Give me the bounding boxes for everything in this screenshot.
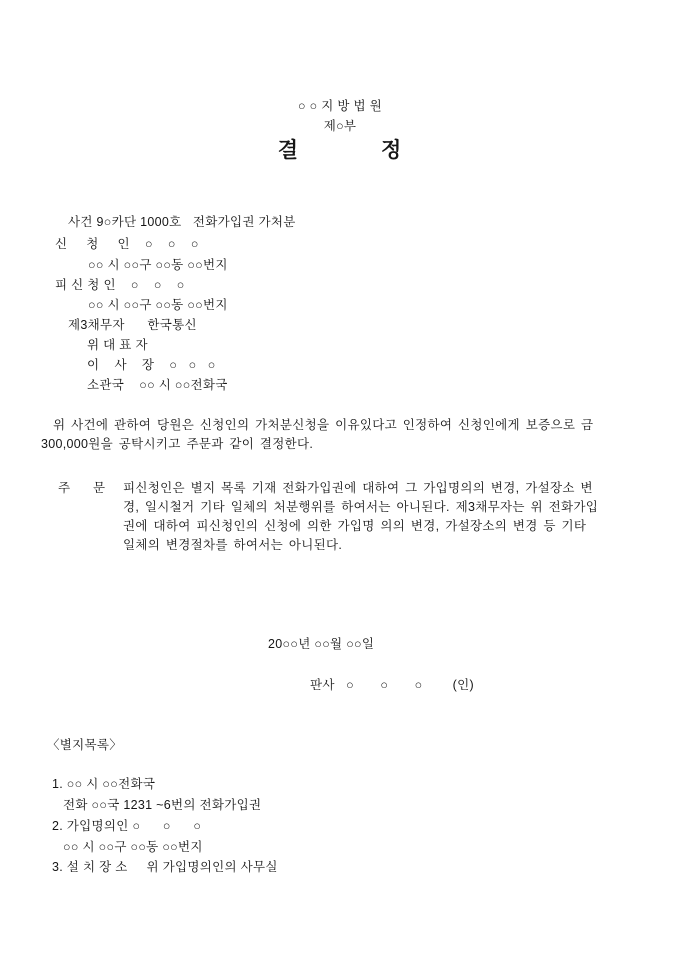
respondent-address: ○○ 시 ○○구 ○○동 ○○번지 — [88, 298, 228, 312]
case-number-line: 사건 9○카단 1000호 전화가입권 가처분 — [68, 215, 296, 229]
appendix-heading: 〈별지목록〉 — [47, 738, 123, 752]
court-division: 제○부 — [323, 119, 357, 133]
representative-line: 위 대 표 자 — [87, 338, 148, 352]
appendix-item2-line1: 2. 가입명의인 ○ ○ ○ — [52, 819, 202, 833]
applicant-line: 신 청 인 ○ ○ ○ — [55, 237, 199, 251]
appendix-item1-line1: 1. ○○ 시 ○○전화국 — [52, 777, 156, 791]
appendix-item3-line1: 3. 설 치 장 소 위 가입명의인의 사무실 — [52, 860, 278, 874]
appendix-item2-line2: ○○ 시 ○○구 ○○동 ○○번지 — [63, 840, 203, 854]
president-line: 이 사 장 ○ ○ ○ — [87, 358, 216, 372]
applicant-address: ○○ 시 ○○구 ○○동 ○○번지 — [88, 258, 228, 272]
decision-date: 20○○년 ○○월 ○○일 — [268, 637, 375, 651]
order-line-4: 일체의 변경절차를 하여서는 아니된다. — [123, 538, 343, 552]
respondent-line: 피 신 청 인 ○ ○ ○ — [55, 278, 185, 292]
order-label: 주 문 — [58, 481, 106, 495]
judge-signature-line: 판사 ○ ○ ○ (인) — [310, 678, 474, 692]
order-line-2: 경, 일시철거 기타 일체의 처분행위를 하여서는 아니된다. 제3채무자는 위 전화가입 — [123, 500, 599, 514]
appendix-item1-line2: 전화 ○○국 1231 ~6번의 전화가입권 — [63, 798, 262, 812]
court-name: ○ ○ 지 방 법 원 — [297, 99, 383, 113]
document-title: 결 정 — [277, 139, 403, 162]
third-debtor-line: 제3채무자 한국통신 — [68, 318, 197, 332]
jurisdiction-line: 소관국 ○○ 시 ○○전화국 — [87, 378, 228, 392]
preamble-line-2: 300,000원을 공탁시키고 주문과 같이 결정한다. — [41, 437, 314, 451]
preamble-line-1: 위 사건에 관하여 당원은 신청인의 가처분신청을 이유있다고 인정하여 신청인에게 보증으로 금 — [53, 418, 594, 432]
order-line-3: 권에 대하여 피신청인의 신청에 의한 가입명 의의 변경, 가설장소의 변경 등 기타 — [123, 519, 587, 533]
order-line-1: 피신청인은 별지 목록 기재 전화가입권에 대하여 그 가입명의의 변경, 가설장소 변 — [123, 481, 593, 495]
